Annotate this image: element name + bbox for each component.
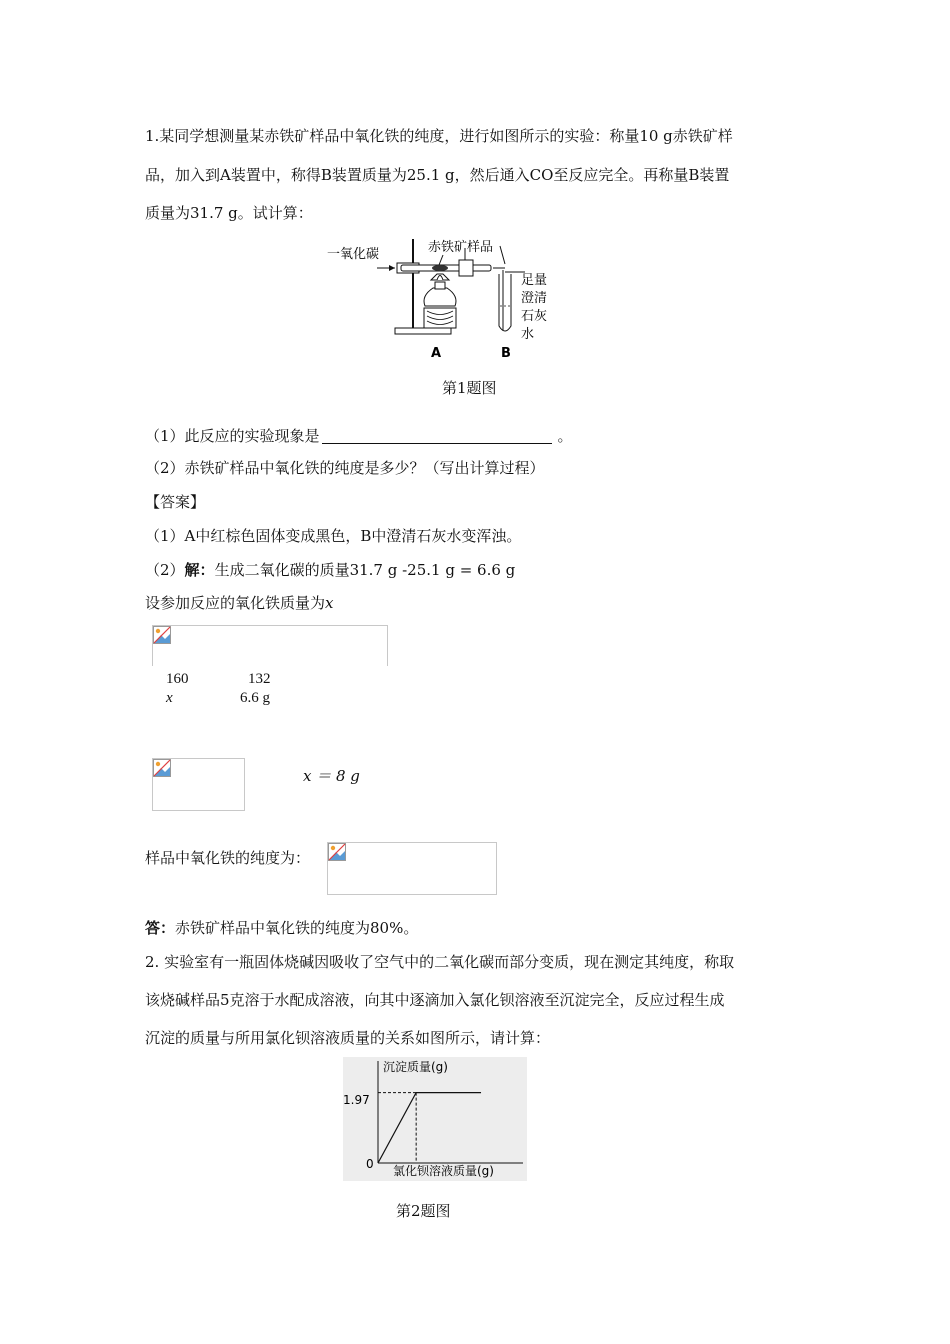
final-answer-text: 赤铁矿样品中氧化铁的纯度为80%。 bbox=[175, 919, 419, 937]
stand-base bbox=[395, 328, 451, 334]
answer-header: 【答案】 bbox=[145, 493, 206, 511]
limewater-line-2: 澄清 bbox=[521, 291, 548, 306]
limewater-line-4: 水 bbox=[521, 327, 535, 342]
test-tube-b bbox=[499, 274, 511, 331]
alcohol-lamp bbox=[424, 288, 456, 306]
q2-line-2: 该烧碱样品5克溶于水配成溶液，向其中逐滴加入氯化钡溶液至沉淀完全，反应过程生成 bbox=[145, 991, 725, 1009]
sample-label: 赤铁矿样品 bbox=[428, 240, 494, 255]
label-a: A bbox=[431, 346, 442, 361]
lamp-neck bbox=[435, 282, 445, 289]
chart-xlabel: 氯化钡溶液质量(g) bbox=[393, 1164, 494, 1178]
q1-sub-1-text: （1）此反应的实验现象是 bbox=[145, 427, 320, 445]
broken-image-icon bbox=[153, 626, 171, 644]
apparatus-figure bbox=[325, 236, 555, 366]
q2-line-3: 沉淀的质量与所用氯化钡溶液质量的关系如图所示，请计算： bbox=[145, 1029, 551, 1047]
set-variable-line bbox=[145, 593, 333, 613]
label-b: B bbox=[501, 346, 511, 361]
answer-2-solve: 解： bbox=[184, 561, 215, 579]
q1-sub-1-end: 。 bbox=[557, 427, 573, 445]
q1-line-2: 品，加入到A装置中，称得B装置质量为25.1 g，然后通入CO至反应完全。再称量B装置 bbox=[145, 166, 730, 184]
broken-image-icon bbox=[153, 759, 171, 777]
set-variable-x: x bbox=[325, 594, 334, 612]
chart-origin: 0 bbox=[366, 1157, 374, 1171]
broken-image-icon bbox=[328, 843, 346, 861]
set-variable-text: 设参加反应的氧化铁质量为 bbox=[145, 594, 326, 612]
ratio-132: 132 bbox=[248, 671, 271, 687]
q1-line-1: 1.某同学想测量某赤铁矿样品中氧化铁的纯度，进行如图所示的实验：称量10 g赤铁矿样 bbox=[145, 127, 733, 145]
chart-ylabel: 沉淀质量(g) bbox=[383, 1060, 448, 1074]
answer-blank bbox=[322, 427, 552, 444]
precipitate-chart bbox=[343, 1057, 527, 1181]
gas-arrow-head bbox=[389, 265, 395, 271]
fraction-image bbox=[152, 758, 245, 811]
purity-label: 样品中氧化铁的纯度为： bbox=[145, 849, 311, 867]
q1-line-3: 质量为31.7 g。试计算： bbox=[145, 204, 313, 222]
x-result: x ＝ 8 g bbox=[303, 767, 360, 785]
equation-image bbox=[152, 625, 388, 666]
stopper-right bbox=[459, 260, 473, 276]
answer-2-text: 生成二氧化碳的质量31.7 g -25.1 g = 6.6 g bbox=[214, 561, 516, 579]
figure-1-caption: 第1题图 bbox=[442, 379, 497, 397]
wood-block bbox=[424, 308, 456, 328]
limewater-line-3: 石灰 bbox=[521, 309, 548, 324]
final-answer-label: 答： bbox=[145, 919, 176, 937]
co-label: 一氧化碳 bbox=[327, 247, 380, 262]
chart-ytick-1-97: 1.97 bbox=[343, 1093, 370, 1107]
ratio-160: 160 bbox=[166, 671, 189, 687]
ratio-x: x bbox=[166, 690, 173, 706]
q1-sub-2: （2）赤铁矿样品中氧化铁的纯度是多少？（写出计算过程） bbox=[145, 459, 545, 477]
final-answer bbox=[145, 918, 418, 938]
figure-2-caption: 第2题图 bbox=[396, 1202, 451, 1220]
purity-image bbox=[327, 842, 497, 895]
sample-powder bbox=[432, 265, 448, 271]
answer-1: （1）A中红棕色固体变成黑色，B中澄清石灰水变浑浊。 bbox=[145, 527, 522, 545]
ratio-6-6g: 6.6 g bbox=[240, 690, 270, 706]
answer-2-prefix: （2） bbox=[145, 561, 185, 579]
q1-sub-1 bbox=[145, 426, 573, 446]
answer-2 bbox=[145, 560, 515, 580]
limewater-line-1: 足量 bbox=[521, 273, 548, 288]
q2-line-1: 2. 实验室有一瓶固体烧碱因吸收了空气中的二氧化碳而部分变质，现在测定其纯度，称取 bbox=[145, 953, 735, 971]
